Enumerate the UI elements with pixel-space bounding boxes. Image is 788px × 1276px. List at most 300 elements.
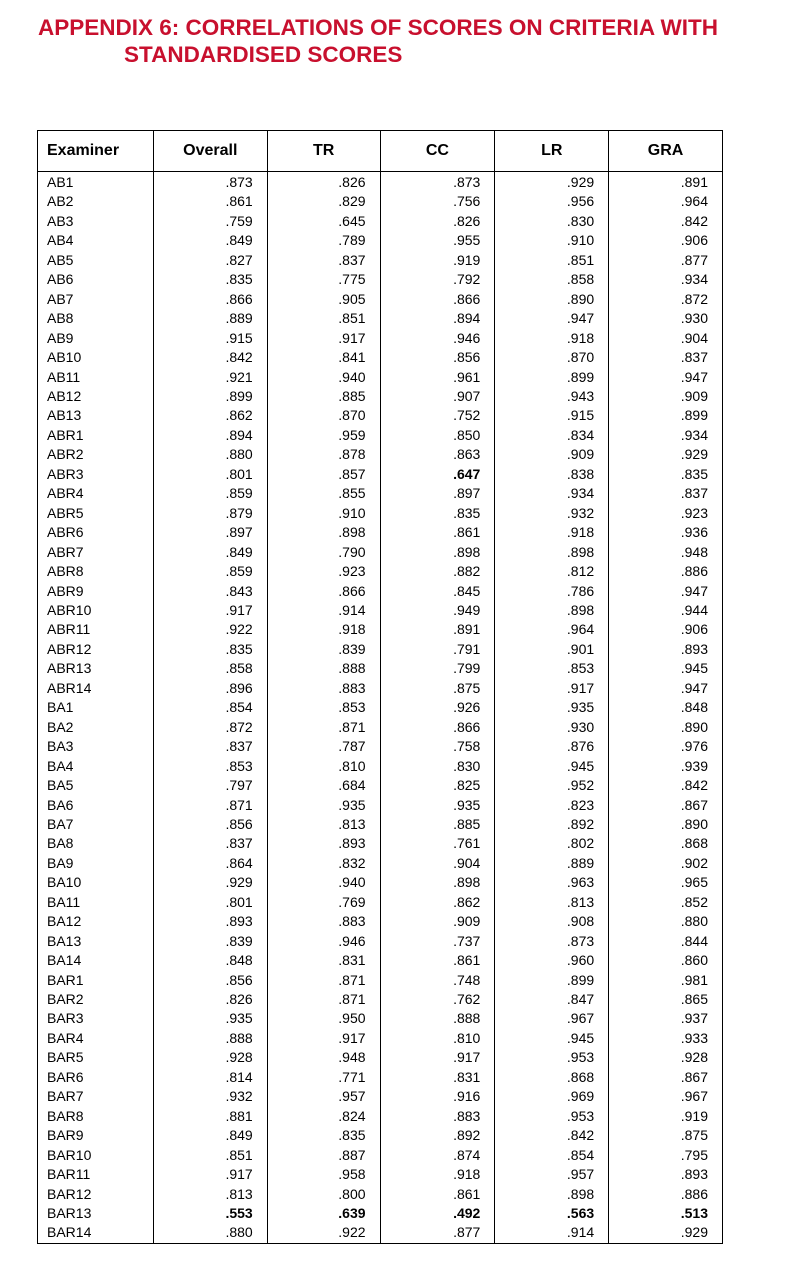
- tr-cell: .645: [267, 212, 380, 231]
- overall-cell: .873: [153, 173, 267, 192]
- lr-cell: .910: [495, 231, 609, 250]
- column-header-lr: LR: [495, 131, 609, 172]
- gra-cell: .893: [609, 1165, 723, 1184]
- gra-cell: .967: [609, 1087, 723, 1106]
- table-row: [38, 1185, 723, 1204]
- lr-cell: .899: [495, 368, 609, 387]
- gra-cell: .837: [609, 348, 723, 367]
- cc-cell: .856: [380, 348, 495, 367]
- table-row: [38, 212, 723, 231]
- cc-cell: .894: [380, 309, 495, 328]
- gra-cell: .930: [609, 309, 723, 328]
- lr-cell: .851: [495, 251, 609, 270]
- tr-cell: .835: [267, 1126, 380, 1145]
- gra-cell: .890: [609, 815, 723, 834]
- cc-cell: .898: [380, 873, 495, 892]
- table-row: [38, 893, 723, 912]
- lr-cell: .917: [495, 679, 609, 698]
- table-row: [38, 251, 723, 270]
- tr-cell: .959: [267, 426, 380, 445]
- table-row: [38, 854, 723, 873]
- lr-cell: .802: [495, 834, 609, 853]
- cc-cell: .826: [380, 212, 495, 231]
- examiner-cell: BA12: [38, 912, 154, 931]
- cc-cell: .825: [380, 776, 495, 795]
- examiner-cell: ABR3: [38, 465, 154, 484]
- examiner-cell: BAR13: [38, 1204, 154, 1223]
- lr-cell: .945: [495, 1029, 609, 1048]
- overall-cell: .899: [153, 387, 267, 406]
- examiner-cell: AB5: [38, 251, 154, 270]
- cc-cell: .873: [380, 173, 495, 192]
- gra-cell: .934: [609, 426, 723, 445]
- overall-cell: .856: [153, 971, 267, 990]
- column-header-tr: TR: [267, 131, 380, 172]
- overall-cell: .842: [153, 348, 267, 367]
- table-row: [38, 270, 723, 289]
- table-row: [38, 1204, 723, 1223]
- gra-cell: .945: [609, 659, 723, 678]
- tr-cell: .887: [267, 1146, 380, 1165]
- tr-cell: .639: [267, 1204, 380, 1223]
- correlations-table: [37, 130, 723, 1244]
- lr-cell: .934: [495, 484, 609, 503]
- examiner-cell: BAR5: [38, 1048, 154, 1067]
- overall-cell: .880: [153, 445, 267, 464]
- tr-cell: .870: [267, 406, 380, 425]
- overall-cell: .880: [153, 1223, 267, 1243]
- tr-cell: .905: [267, 290, 380, 309]
- examiner-cell: BAR11: [38, 1165, 154, 1184]
- examiner-cell: BAR8: [38, 1107, 154, 1126]
- title-line-1: APPENDIX 6: CORRELATIONS OF SCORES ON CRITERIA WITH: [38, 15, 719, 40]
- lr-cell: .914: [495, 1223, 609, 1243]
- lr-cell: .918: [495, 523, 609, 542]
- overall-cell: .921: [153, 368, 267, 387]
- lr-cell: .908: [495, 912, 609, 931]
- column-header-overall: Overall: [153, 131, 267, 172]
- cc-cell: .791: [380, 640, 495, 659]
- examiner-cell: ABR10: [38, 601, 154, 620]
- examiner-cell: AB11: [38, 368, 154, 387]
- gra-cell: .886: [609, 1185, 723, 1204]
- overall-cell: .897: [153, 523, 267, 542]
- table-row: [38, 562, 723, 581]
- table-row: [38, 1107, 723, 1126]
- examiner-cell: BA9: [38, 854, 154, 873]
- examiner-cell: BAR3: [38, 1009, 154, 1028]
- overall-cell: .553: [153, 1204, 267, 1223]
- table-row: [38, 1126, 723, 1145]
- table-row: [38, 1087, 723, 1106]
- examiner-cell: BA6: [38, 796, 154, 815]
- overall-cell: .856: [153, 815, 267, 834]
- table-row: [38, 659, 723, 678]
- overall-cell: .859: [153, 562, 267, 581]
- tr-cell: .946: [267, 932, 380, 951]
- cc-cell: .891: [380, 620, 495, 639]
- lr-cell: .967: [495, 1009, 609, 1028]
- gra-cell: .875: [609, 1126, 723, 1145]
- tr-cell: .923: [267, 562, 380, 581]
- table-row: [38, 484, 723, 503]
- gra-cell: .837: [609, 484, 723, 503]
- tr-cell: .810: [267, 757, 380, 776]
- overall-cell: .854: [153, 698, 267, 717]
- gra-cell: .976: [609, 737, 723, 756]
- cc-cell: .949: [380, 601, 495, 620]
- table-row: [38, 718, 723, 737]
- table-row: [38, 971, 723, 990]
- table-row: [38, 368, 723, 387]
- gra-cell: .904: [609, 329, 723, 348]
- cc-cell: .845: [380, 582, 495, 601]
- cc-cell: .861: [380, 951, 495, 970]
- lr-cell: .963: [495, 873, 609, 892]
- tr-cell: .853: [267, 698, 380, 717]
- gra-cell: .795: [609, 1146, 723, 1165]
- gra-cell: .947: [609, 582, 723, 601]
- lr-cell: .870: [495, 348, 609, 367]
- overall-cell: .859: [153, 484, 267, 503]
- cc-cell: .898: [380, 543, 495, 562]
- tr-cell: .789: [267, 231, 380, 250]
- table-body: [38, 172, 723, 1244]
- tr-cell: .813: [267, 815, 380, 834]
- gra-cell: .944: [609, 601, 723, 620]
- cc-cell: .877: [380, 1223, 495, 1243]
- gra-cell: .934: [609, 270, 723, 289]
- examiner-cell: AB1: [38, 173, 154, 192]
- examiner-cell: BAR4: [38, 1029, 154, 1048]
- cc-cell: .799: [380, 659, 495, 678]
- cc-cell: .835: [380, 504, 495, 523]
- lr-cell: .830: [495, 212, 609, 231]
- gra-cell: .919: [609, 1107, 723, 1126]
- gra-cell: .893: [609, 640, 723, 659]
- gra-cell: .842: [609, 776, 723, 795]
- cc-cell: .917: [380, 1048, 495, 1067]
- lr-cell: .898: [495, 543, 609, 562]
- cc-cell: .883: [380, 1107, 495, 1126]
- examiner-cell: BA14: [38, 951, 154, 970]
- overall-cell: .814: [153, 1068, 267, 1087]
- tr-cell: .888: [267, 659, 380, 678]
- lr-cell: .854: [495, 1146, 609, 1165]
- lr-cell: .892: [495, 815, 609, 834]
- overall-cell: .837: [153, 737, 267, 756]
- cc-cell: .874: [380, 1146, 495, 1165]
- gra-cell: .835: [609, 465, 723, 484]
- gra-cell: .981: [609, 971, 723, 990]
- cc-cell: .909: [380, 912, 495, 931]
- lr-cell: .969: [495, 1087, 609, 1106]
- tr-cell: .857: [267, 465, 380, 484]
- lr-cell: .956: [495, 192, 609, 211]
- lr-cell: .876: [495, 737, 609, 756]
- table-row: [38, 1029, 723, 1048]
- examiner-cell: BA5: [38, 776, 154, 795]
- gra-cell: .906: [609, 231, 723, 250]
- overall-cell: .849: [153, 543, 267, 562]
- table-row: [38, 873, 723, 892]
- examiner-cell: AB4: [38, 231, 154, 250]
- examiner-cell: BAR6: [38, 1068, 154, 1087]
- table-row: [38, 192, 723, 211]
- column-header-gra: GRA: [609, 131, 723, 172]
- table-row: [38, 173, 723, 192]
- table-row: [38, 329, 723, 348]
- tr-cell: .684: [267, 776, 380, 795]
- lr-cell: .834: [495, 426, 609, 445]
- tr-cell: .893: [267, 834, 380, 853]
- examiner-cell: ABR9: [38, 582, 154, 601]
- lr-cell: .952: [495, 776, 609, 795]
- tr-cell: .787: [267, 737, 380, 756]
- table-row: [38, 815, 723, 834]
- lr-cell: .563: [495, 1204, 609, 1223]
- gra-cell: .928: [609, 1048, 723, 1067]
- overall-cell: .849: [153, 231, 267, 250]
- tr-cell: .771: [267, 1068, 380, 1087]
- lr-cell: .899: [495, 971, 609, 990]
- gra-cell: .906: [609, 620, 723, 639]
- table-row: [38, 1146, 723, 1165]
- lr-cell: .935: [495, 698, 609, 717]
- examiner-cell: BA7: [38, 815, 154, 834]
- cc-cell: .861: [380, 1185, 495, 1204]
- lr-cell: .943: [495, 387, 609, 406]
- overall-cell: .848: [153, 951, 267, 970]
- table-row: [38, 698, 723, 717]
- overall-cell: .813: [153, 1185, 267, 1204]
- examiner-cell: ABR13: [38, 659, 154, 678]
- cc-cell: .647: [380, 465, 495, 484]
- table-row: [38, 1009, 723, 1028]
- examiner-cell: ABR5: [38, 504, 154, 523]
- gra-cell: .848: [609, 698, 723, 717]
- cc-cell: .748: [380, 971, 495, 990]
- lr-cell: .898: [495, 601, 609, 620]
- overall-cell: .917: [153, 601, 267, 620]
- table-row: [38, 1165, 723, 1184]
- overall-cell: .879: [153, 504, 267, 523]
- tr-cell: .917: [267, 329, 380, 348]
- lr-cell: .890: [495, 290, 609, 309]
- tr-cell: .866: [267, 582, 380, 601]
- table-row: [38, 1048, 723, 1067]
- gra-cell: .965: [609, 873, 723, 892]
- table-row: [38, 601, 723, 620]
- lr-cell: .786: [495, 582, 609, 601]
- tr-cell: .841: [267, 348, 380, 367]
- cc-cell: .955: [380, 231, 495, 250]
- cc-cell: .752: [380, 406, 495, 425]
- cc-cell: .830: [380, 757, 495, 776]
- tr-cell: .885: [267, 387, 380, 406]
- lr-cell: .842: [495, 1126, 609, 1145]
- table-row: [38, 776, 723, 795]
- overall-cell: .866: [153, 290, 267, 309]
- tr-cell: .831: [267, 951, 380, 970]
- examiner-cell: BA10: [38, 873, 154, 892]
- overall-cell: .826: [153, 990, 267, 1009]
- overall-cell: .881: [153, 1107, 267, 1126]
- tr-cell: .898: [267, 523, 380, 542]
- overall-cell: .915: [153, 329, 267, 348]
- examiner-cell: BA1: [38, 698, 154, 717]
- lr-cell: .838: [495, 465, 609, 484]
- tr-cell: .918: [267, 620, 380, 639]
- examiner-cell: BA4: [38, 757, 154, 776]
- lr-cell: .853: [495, 659, 609, 678]
- gra-cell: .880: [609, 912, 723, 931]
- lr-cell: .858: [495, 270, 609, 289]
- examiner-cell: ABR8: [38, 562, 154, 581]
- gra-cell: .936: [609, 523, 723, 542]
- overall-cell: .862: [153, 406, 267, 425]
- tr-cell: .957: [267, 1087, 380, 1106]
- examiner-cell: BA8: [38, 834, 154, 853]
- overall-cell: .843: [153, 582, 267, 601]
- cc-cell: .897: [380, 484, 495, 503]
- gra-cell: .868: [609, 834, 723, 853]
- lr-cell: .898: [495, 1185, 609, 1204]
- examiner-cell: AB12: [38, 387, 154, 406]
- overall-cell: .759: [153, 212, 267, 231]
- cc-cell: .810: [380, 1029, 495, 1048]
- cc-cell: .892: [380, 1126, 495, 1145]
- tr-cell: .940: [267, 368, 380, 387]
- cc-cell: .756: [380, 192, 495, 211]
- cc-cell: .882: [380, 562, 495, 581]
- examiner-cell: ABR2: [38, 445, 154, 464]
- lr-cell: .909: [495, 445, 609, 464]
- gra-cell: .933: [609, 1029, 723, 1048]
- examiner-cell: BAR12: [38, 1185, 154, 1204]
- examiner-cell: ABR7: [38, 543, 154, 562]
- gra-cell: .865: [609, 990, 723, 1009]
- tr-cell: .826: [267, 173, 380, 192]
- table-row: [38, 990, 723, 1009]
- examiner-cell: ABR11: [38, 620, 154, 639]
- cc-cell: .946: [380, 329, 495, 348]
- overall-cell: .839: [153, 932, 267, 951]
- cc-cell: .761: [380, 834, 495, 853]
- lr-cell: .813: [495, 893, 609, 912]
- tr-cell: .910: [267, 504, 380, 523]
- tr-cell: .871: [267, 718, 380, 737]
- lr-cell: .868: [495, 1068, 609, 1087]
- gra-cell: .513: [609, 1204, 723, 1223]
- table-row: [38, 523, 723, 542]
- cc-cell: .904: [380, 854, 495, 873]
- overall-cell: .849: [153, 1126, 267, 1145]
- examiner-cell: ABR12: [38, 640, 154, 659]
- table-row: [38, 796, 723, 815]
- lr-cell: .964: [495, 620, 609, 639]
- cc-cell: .961: [380, 368, 495, 387]
- table-row: [38, 1223, 723, 1243]
- lr-cell: .812: [495, 562, 609, 581]
- cc-cell: .758: [380, 737, 495, 756]
- tr-cell: .878: [267, 445, 380, 464]
- table-row: [38, 348, 723, 367]
- gra-cell: .852: [609, 893, 723, 912]
- overall-cell: .835: [153, 270, 267, 289]
- title-line-2: STANDARDISED SCORES: [124, 42, 403, 67]
- cc-cell: .916: [380, 1087, 495, 1106]
- table-row: [38, 426, 723, 445]
- examiner-cell: BAR10: [38, 1146, 154, 1165]
- cc-cell: .862: [380, 893, 495, 912]
- examiner-cell: BAR1: [38, 971, 154, 990]
- tr-cell: .871: [267, 971, 380, 990]
- gra-cell: .964: [609, 192, 723, 211]
- table-row: [38, 231, 723, 250]
- tr-cell: .769: [267, 893, 380, 912]
- cc-cell: .850: [380, 426, 495, 445]
- overall-cell: .894: [153, 426, 267, 445]
- table-row: [38, 504, 723, 523]
- lr-cell: .847: [495, 990, 609, 1009]
- table-row: [38, 932, 723, 951]
- overall-cell: .932: [153, 1087, 267, 1106]
- examiner-cell: BA3: [38, 737, 154, 756]
- tr-cell: .950: [267, 1009, 380, 1028]
- overall-cell: .801: [153, 893, 267, 912]
- lr-cell: .915: [495, 406, 609, 425]
- table-row: [38, 445, 723, 464]
- table-row: [38, 640, 723, 659]
- tr-cell: .829: [267, 192, 380, 211]
- tr-cell: .935: [267, 796, 380, 815]
- gra-cell: .842: [609, 212, 723, 231]
- examiner-cell: ABR1: [38, 426, 154, 445]
- overall-cell: .922: [153, 620, 267, 639]
- cc-cell: .863: [380, 445, 495, 464]
- table-row: [38, 309, 723, 328]
- cc-cell: .866: [380, 290, 495, 309]
- gra-cell: .902: [609, 854, 723, 873]
- overall-cell: .801: [153, 465, 267, 484]
- gra-cell: .909: [609, 387, 723, 406]
- gra-cell: .947: [609, 679, 723, 698]
- tr-cell: .824: [267, 1107, 380, 1126]
- overall-cell: .888: [153, 1029, 267, 1048]
- lr-cell: .873: [495, 932, 609, 951]
- gra-cell: .867: [609, 1068, 723, 1087]
- tr-cell: .940: [267, 873, 380, 892]
- examiner-cell: AB3: [38, 212, 154, 231]
- examiner-cell: ABR14: [38, 679, 154, 698]
- gra-cell: .877: [609, 251, 723, 270]
- lr-cell: .953: [495, 1107, 609, 1126]
- gra-cell: .890: [609, 718, 723, 737]
- tr-cell: .948: [267, 1048, 380, 1067]
- gra-cell: .947: [609, 368, 723, 387]
- lr-cell: .823: [495, 796, 609, 815]
- overall-cell: .935: [153, 1009, 267, 1028]
- overall-cell: .858: [153, 659, 267, 678]
- gra-cell: .939: [609, 757, 723, 776]
- lr-cell: .889: [495, 854, 609, 873]
- table-row: [38, 757, 723, 776]
- examiner-cell: BAR2: [38, 990, 154, 1009]
- gra-cell: .844: [609, 932, 723, 951]
- tr-cell: .775: [267, 270, 380, 289]
- tr-cell: .851: [267, 309, 380, 328]
